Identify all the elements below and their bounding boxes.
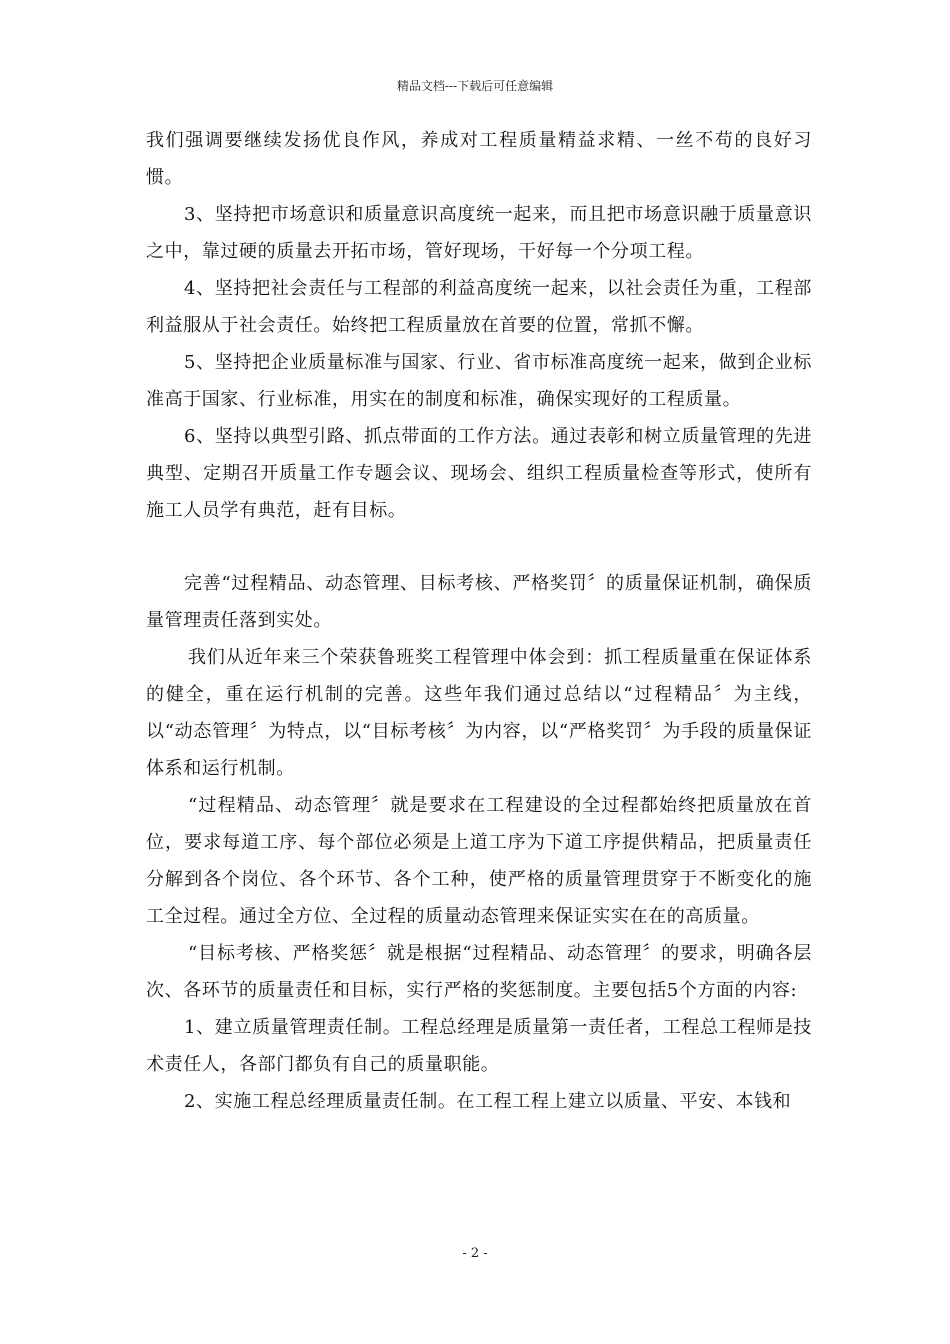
page-header: 精品文档---下载后可任意编辑 [396,79,554,93]
paragraph-7: 我们从近年来三个荣获鲁班奖工程管理中体会到：抓工程质量重在保证体系的健全，重在运行机制的完善。这些年我们通过总结以“过程精品〞为主线，以“动态管理〞为特点，以“目标考核〞为内容，以“严格奖罚〞为手段的质量保证体系和运行机制。 [146,647,812,779]
document-body [146,122,812,1120]
paragraph-3: 4、坚持把社会责任与工程部的利益高度统一起来，以社会责任为重，工程部利益服从于社会责任。始终把工程质量放在首要的位置，常抓不懈。 [146,278,812,336]
paragraph-1: 我们强调要继续发扬优良作风，养成对工程质量精益求精、一丝不苟的良好习惯。 [146,130,812,188]
paragraph-gap [146,529,812,565]
paragraph-6: 完善“过程精品、动态管理、目标考核、严格奖罚〞的质量保证机制，确保质量管理责任落到实处。 [146,573,812,631]
paragraph-8: “过程精品、动态管理〞就是要求在工程建设的全过程都始终把质量放在首位，要求每道工序、每个部位必须是上道工序为下道工序提供精品，把质量责任分解到各个岗位、各个环节、各个工种，使严格的质量管理贯穿于不断变化的施工全过程。通过全方位、全过程的质量动态管理来保证实实在在的高质量。 [146,795,812,927]
paragraph-5: 6、坚持以典型引路、抓点带面的工作方法。通过表彰和树立质量管理的先进典型、定期召开质量工作专题会议、现场会、组织工程质量检查等形式，使所有施工人员学有典范，赶有目标。 [146,426,812,521]
paragraph-4: 5、坚持把企业质量标准与国家、行业、省市标准高度统一起来，做到企业标准高于国家、行业标准，用实在的制度和标准，确保实现好的工程质量。 [146,352,812,410]
paragraph-10: 1、建立质量管理责任制。工程总经理是质量第一责任者，工程总工程师是技术责任人，各部门都负有自己的质量职能。 [146,1017,812,1075]
paragraph-2: 3、坚持把市场意识和质量意识高度统一起来，而且把市场意识融于质量意识之中，靠过硬的质量去开拓市场，管好现场，干好每一个分项工程。 [146,204,812,262]
page-number: - 2 - [462,1246,488,1261]
paragraph-9: “目标考核、严格奖惩〞就是根据“过程精品、动态管理〞的要求，明确各层次、各环节的质量责任和目标，实行严格的奖惩制度。主要包括5个方面的内容: [146,943,812,1001]
paragraph-11: 2、实施工程总经理质量责任制。在工程工程上建立以质量、平安、本钱和 [184,1091,792,1112]
